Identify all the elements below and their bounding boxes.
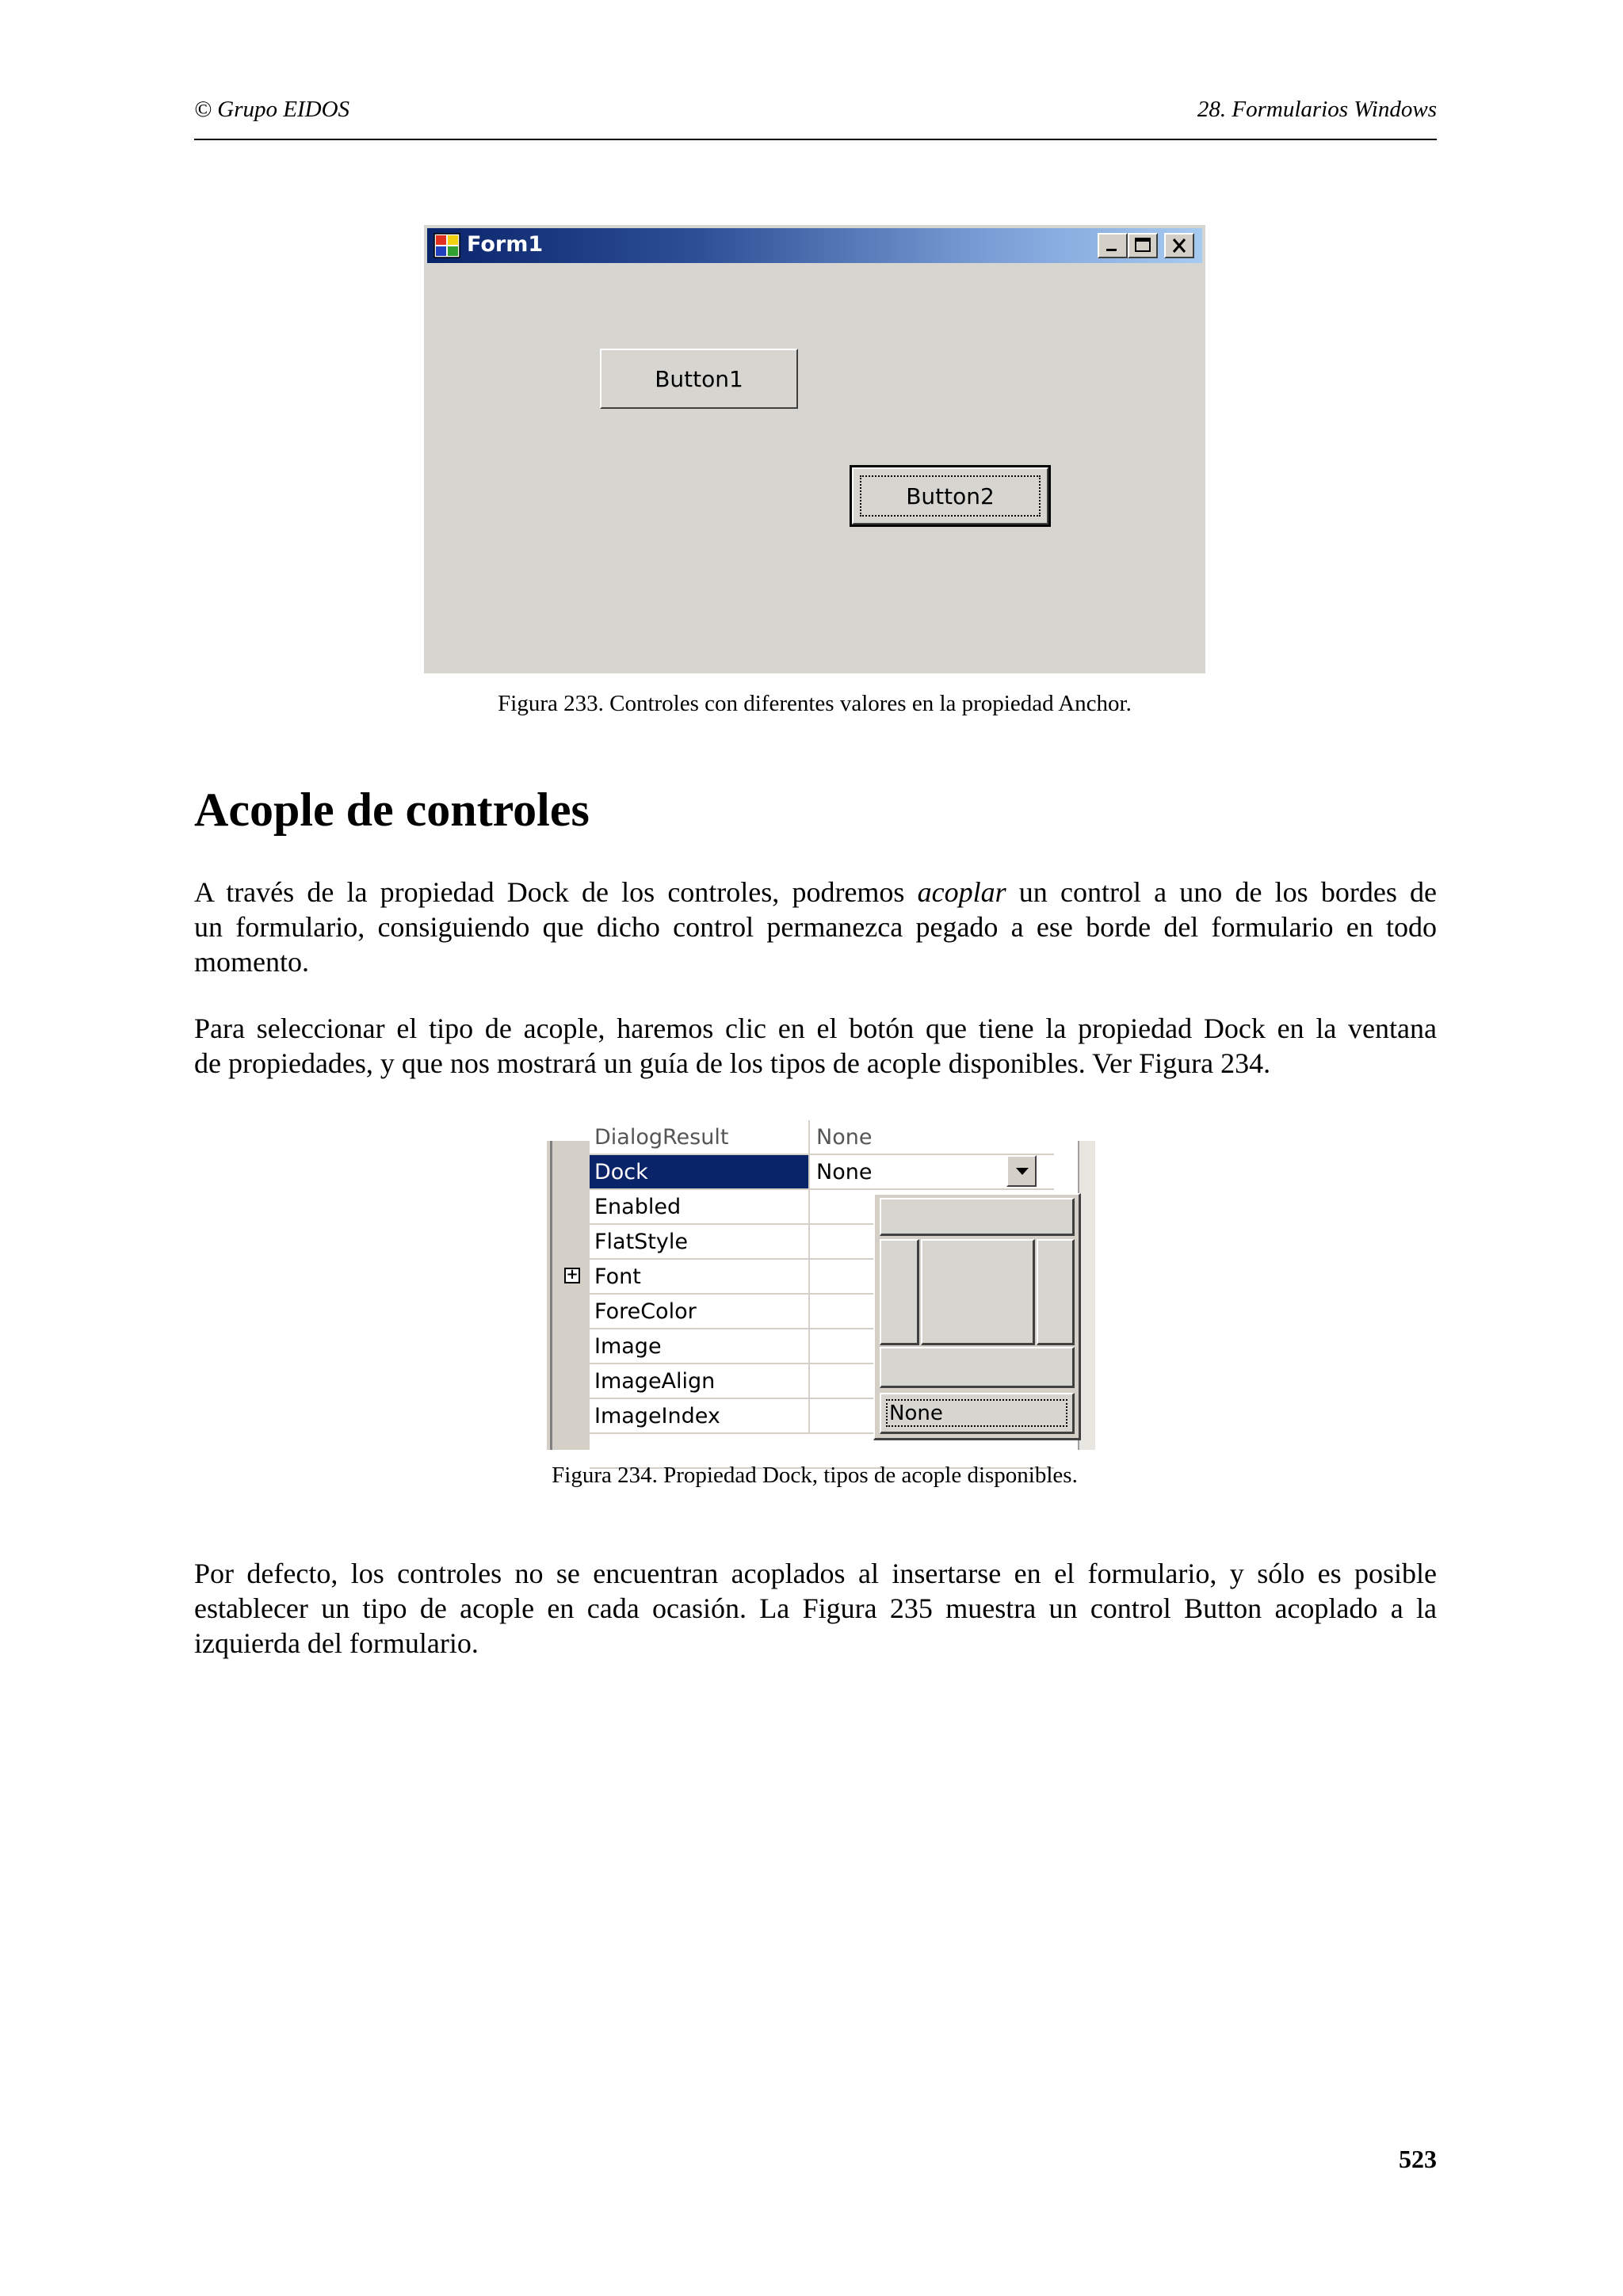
form-app-icon [433,233,460,258]
paragraph-1-line-3: momento. [194,946,309,978]
property-name: Enabled [594,1195,682,1219]
form1-window [424,225,1205,673]
emphasis-acoplar: acoplar [917,876,1006,908]
column-split [808,1190,810,1225]
dock-right-option[interactable] [1037,1239,1075,1345]
property-grid [547,1125,1094,1450]
property-row-dialogresult[interactable] [590,1120,1054,1155]
paragraph-3-line-2: establecer un tipo de acople en cada ocasión. La Figura 235 muestra un control Button acoplado a la [194,1592,1437,1624]
column-split [808,1295,810,1329]
button1-label: Button1 [655,365,743,392]
maximize-button[interactable] [1128,233,1158,258]
property-row-dock[interactable] [590,1155,1054,1190]
property-name: ForeColor [594,1299,697,1324]
property-value: None [816,1160,873,1184]
expand-plus-icon[interactable]: + [564,1268,580,1283]
figure-234-caption: Figura 234. Propiedad Dock, tipos de acople disponibles. [552,1463,1078,1488]
column-split [808,1155,810,1190]
paragraph-3 [194,1556,1437,1661]
column-split [808,1329,810,1364]
close-button[interactable] [1164,233,1194,258]
text-run: A través de la propiedad Dock de los controles, podremos [194,876,918,908]
button2[interactable] [852,467,1048,524]
column-split [808,1260,810,1295]
property-name: Font [594,1264,641,1289]
paragraph-1 [194,875,1437,979]
text-run: un control a uno de los bordes de [1006,876,1437,908]
property-name: Image [594,1334,662,1359]
running-header-left: © Grupo EIDOS [194,97,350,122]
paragraph-2 [194,1011,1437,1081]
dock-fill-option[interactable] [921,1239,1035,1345]
gutter-line [550,1141,552,1450]
dropdown-arrow-icon [1016,1168,1029,1175]
running-header-right: 28. Formularios Windows [1197,97,1437,122]
dock-picker-popup [873,1193,1081,1440]
form1-titlebar[interactable] [427,228,1202,263]
window-title: Form1 [467,232,544,257]
property-name: DialogResult [594,1125,729,1150]
dock-dropdown-button[interactable] [1006,1155,1037,1187]
property-name: ImageAlign [594,1369,716,1394]
dock-top-option[interactable] [880,1198,1075,1236]
property-name: ImageIndex [594,1404,720,1428]
property-name: FlatStyle [594,1230,688,1254]
header-rule [194,139,1437,140]
column-split [808,1399,810,1434]
minimize-icon [1099,235,1126,257]
property-name: Dock [594,1160,648,1184]
column-split [808,1364,810,1399]
focus-rectangle [860,475,1041,517]
section-title: Acople de controles [194,784,590,836]
paragraph-2-line-1: Para seleccionar el tipo de acople, haremos clic en el botón que tiene la propiedad Dock en la ventana [194,1013,1437,1044]
column-split [808,1225,810,1260]
property-grid-gutter [547,1141,590,1450]
close-icon [1166,235,1193,257]
dock-none-label: None [889,1401,943,1425]
minimize-button[interactable] [1098,233,1128,258]
button1[interactable] [600,349,798,409]
dock-none-option[interactable] [880,1393,1075,1434]
paragraph-2-line-2: de propiedades, y que nos mostrará un guía de los tipos de acople disponibles. Ver Figura 234. [194,1047,1271,1079]
paragraph-1-line-1 [194,875,1437,910]
property-value: None [816,1125,873,1150]
paragraph-3-line-1: Por defecto, los controles no se encuentran acoplados al insertarse en el formulario, y sólo es posible [194,1558,1437,1589]
button2-label: Button2 [906,482,995,509]
dock-bottom-option[interactable] [880,1347,1075,1388]
paragraph-3-line-3: izquierda del formulario. [194,1627,479,1659]
maximize-icon [1129,235,1156,257]
paragraph-1-line-2: un formulario, consiguiendo que dicho control permanezca pegado a ese borde del formulario en todo [194,911,1437,943]
column-split [808,1120,810,1155]
figure-233-caption: Figura 233. Controles con diferentes valores en la propiedad Anchor. [498,691,1132,716]
page-number: 523 [1399,2145,1437,2173]
dock-left-option[interactable] [880,1239,919,1345]
